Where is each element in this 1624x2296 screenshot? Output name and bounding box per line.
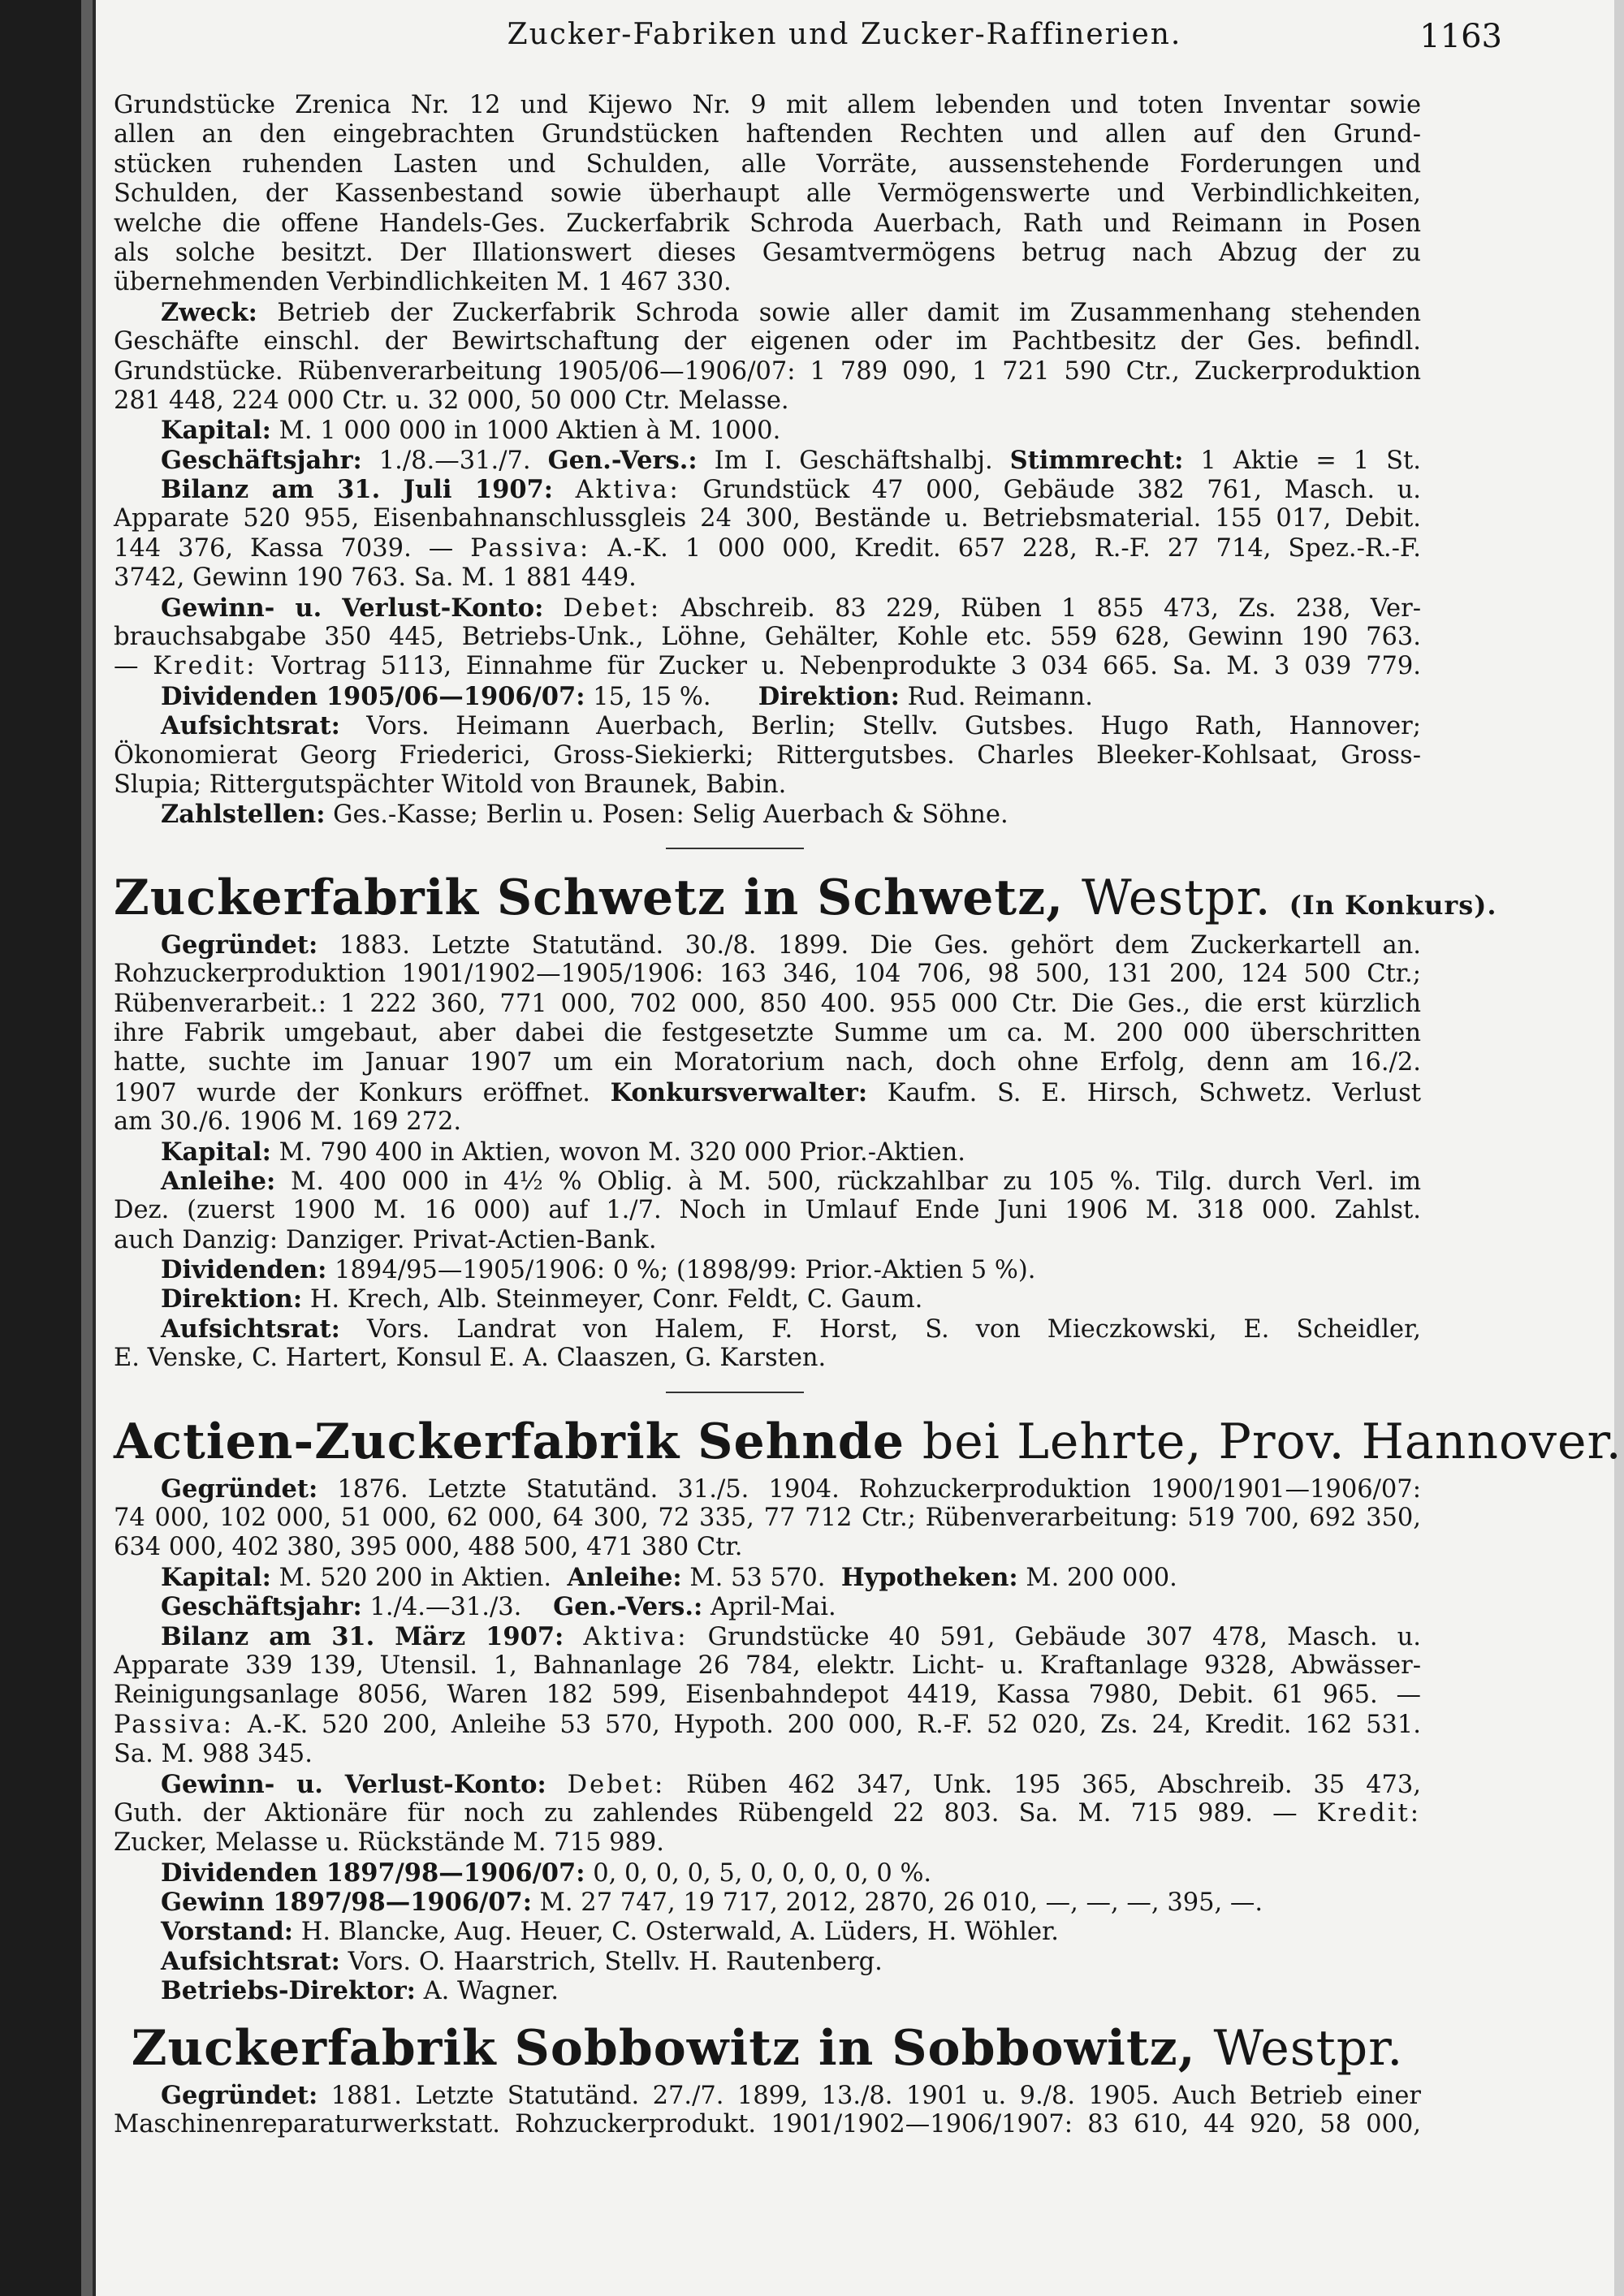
text-line: Rohzuckerproduktion 1901/1902—1905/1906: 163 346, 104 706, 98 500, 131 200, 124 500 Ctr.; <box>114 960 1421 989</box>
page-content <box>114 91 1622 2139</box>
company-title: Zuckerfabrik Sobbowitz in Sobbowitz, Westpr. <box>131 2019 1404 2077</box>
vorstand-line: Vorstand: H. Blancke, Aug. Heuer, C. Osterwald, A. Lüders, H. Wöhler. <box>161 1917 1059 1947</box>
zweck-label: Zweck: <box>161 297 257 327</box>
kapital-line: Kapital: M. 1 000 000 in 1000 Aktien à M. 1000. <box>161 416 781 446</box>
text-line: Dez. (zuerst 1900 M. 16 000) auf 1./7. Noch in Umlauf Ende Juni 1906 M. 318 000. Zahlst. <box>114 1196 1421 1225</box>
kapital-line: Kapital: M. 790 400 in Aktien, wovon M. 320 000 Prior.-Aktien. <box>161 1137 965 1167</box>
entry-schwetz <box>114 865 1497 1374</box>
entry-schroda-continued <box>114 91 1421 830</box>
text-line: Grundstücke Zrenica Nr. 12 und Kijewo Nr. 9 mit allem lebenden und toten Inventar sowie <box>114 91 1421 119</box>
text-line: brauchsabgabe 350 445, Betriebs-Unk., Löhne, Gehälter, Kohle etc. 559 628, Gewinn 190 763. <box>114 623 1421 652</box>
text-line: am 30./6. 1906 M. 169 272. <box>114 1107 462 1137</box>
dividenden-line: Dividenden 1897/98—1906/07: 0, 0, 0, 0, 5, 0, 0, 0, 0, 0 %. <box>161 1858 932 1888</box>
gegruendet-line: Gegründet: 1876. Letzte Statutänd. 31./5. 1904. Rohzuckerproduktion 1900/1901—1906/07: <box>161 1474 1421 1504</box>
text-line: 634 000, 402 380, 395 000, 488 500, 471 380 Ctr. <box>114 1533 743 1562</box>
running-title: Zucker-Fabriken und Zucker-Raffinerien. <box>507 18 1182 51</box>
text-line: als solche besitzt. Der Illationswert dieses Gesamtvermögens betrug nach Abzug der zu <box>114 238 1421 267</box>
text-line: E. Venske, C. Hartert, Konsul E. A. Claaszen, G. Karsten. <box>114 1344 827 1373</box>
text-line: Rübenverarbeit.: 1 222 360, 771 000, 702 000, 850 400. 955 000 Ctr. Die Ges., die erst kürzlich <box>114 989 1421 1018</box>
text-line: 3742, Gewinn 190 763. Sa. M. 1 881 449. <box>114 563 637 593</box>
direktion-line: Direktion: H. Krech, Alb. Steinmeyer, Conr. Feldt, C. Gaum. <box>161 1284 923 1314</box>
text-line: Apparate 339 139, Utensil. 1, Bahnanlage 26 784, elektr. Licht- u. Kraftanlage 9328, Abwässer- <box>114 1651 1421 1680</box>
text-line: — Kredit: Vortrag 5113, Einnahme für Zucker u. Nebenprodukte 3 034 665. Sa. M. 3 039 779. <box>114 652 1421 681</box>
text-line: Zucker, Melasse u. Rückstände M. 715 989. <box>114 1828 664 1858</box>
zahlstellen-line: Zahlstellen: Ges.-Kasse; Berlin u. Posen: Selig Auerbach & Söhne. <box>161 800 1009 830</box>
aufsichtsrat-line: Aufsichtsrat: Vors. O. Haarstrich, Stellv. H. Rautenberg. <box>161 1946 883 1976</box>
entry-separator <box>114 830 1421 865</box>
geschaeftsjahr-line: Geschäftsjahr: 1./8.—31./7. Gen.-Vers.: Im I. Geschäftshalbj. Stimmrecht: 1 Aktie = 1 St. <box>161 445 1421 475</box>
bilanz-line: Bilanz am 31. März 1907: Aktiva: Grundstücke 40 591, Gebäude 307 478, Masch. u. <box>161 1621 1421 1651</box>
gegruendet-line: Gegründet: 1881. Letzte Statutänd. 27./7. 1899, 13./8. 1901 u. 9./8. 1905. Auch Betrieb einer <box>161 2080 1421 2110</box>
text-line: Passiva: A.-K. 520 200, Anleihe 53 570, Hypoth. 200 000, R.-F. 52 020, Zs. 24, Kredit. 162 531. <box>114 1710 1421 1739</box>
aufsichtsrat-line: Aufsichtsrat: Vors. Heimann Auerbach, Berlin; Stellv. Gutsbes. Hugo Rath, Hannover; <box>161 711 1421 741</box>
konkurs-line: 1907 wurde der Konkurs eröffnet. Konkursverwalter: Kaufm. S. E. Hirsch, Schwetz. Verlust <box>114 1077 1421 1107</box>
text-line: Reinigungsanlage 8056, Waren 182 599, Eisenbahndepot 4419, Kassa 7980, Debit. 61 965. — <box>114 1681 1421 1710</box>
guv-line: Gewinn- u. Verlust-Konto: Debet: Rüben 462 347, Unk. 195 365, Abschreib. 35 473, <box>161 1769 1421 1799</box>
company-title: Actien-Zuckerfabrik Sehnde bei Lehrte, Prov. Hannover. <box>114 1413 1622 1470</box>
dividenden-line: Dividenden 1905/06—1906/07: 15, 15 %. Direktion: Rud. Reimann. <box>161 681 1093 711</box>
page-margin-rule <box>93 0 96 2296</box>
page-header <box>114 18 1575 58</box>
kapital-line: Kapital: M. 520 200 in Aktien. Anleihe: M. 53 570. Hypotheken: M. 200 000. <box>161 1562 1177 1592</box>
page-number: 1163 <box>1419 18 1502 55</box>
company-title: Zuckerfabrik Schwetz in Schwetz, Westpr. (In Konkurs). <box>114 869 1497 926</box>
entry-sobbowitz <box>114 2016 1421 2140</box>
text-line: Maschinenreparaturwerkstatt. Rohzuckerprodukt. 1901/1902—1906/1907: 83 610, 44 920, 58 000, <box>114 2110 1421 2139</box>
dividenden-line: Dividenden: 1894/95—1905/1906: 0 %; (1898/99: Prior.-Aktien 5 %). <box>161 1255 1036 1285</box>
text-line: Guth. der Aktionäre für noch zu zahlendes Rübengeld 22 803. Sa. M. 715 989. — Kredit: <box>114 1798 1421 1828</box>
text-line: stücken ruhenden Lasten und Schulden, alle Vorräte, aussenstehende Forderungen und <box>114 149 1421 179</box>
text-line: 144 376, Kassa 7039. — Passiva: A.-K. 1 000 000, Kredit. 657 228, R.-F. 27 714, Spez.-R.-F. <box>114 533 1421 563</box>
text-line: auch Danzig: Danziger. Privat-Actien-Bank. <box>114 1225 657 1254</box>
text-line: Ökonomierat Georg Friederici, Gross-Siekierki; Rittergutsbes. Charles Bleeker-Kohlsaat, Gross- <box>114 740 1421 770</box>
text-line: Grundstücke. Rübenverarbeitung 1905/06—1906/07: 1 789 090, 1 721 590 Ctr., Zuckerproduktion <box>114 356 1421 386</box>
entry-separator <box>114 1374 1421 1409</box>
text-line: Slupia; Rittergutspächter Witold von Braunek, Babin. <box>114 770 787 799</box>
binding-spine <box>0 0 81 2296</box>
geschaeftsjahr-line: Geschäftsjahr: 1./4.—31./3. Gen.-Vers.: April-Mai. <box>161 1592 836 1622</box>
guv-line: Gewinn- u. Verlust-Konto: Debet: Abschreib. 83 229, Rüben 1 855 473, Zs. 238, Ver- <box>161 593 1421 623</box>
page-right-edge <box>1614 0 1624 2296</box>
zweck-line: Zweck: Betrieb der Zuckerfabrik Schroda sowie aller damit im Zusammenhang stehenden <box>161 297 1421 327</box>
entry-sehnde <box>114 1409 1622 2006</box>
gegruendet-line: Gegründet: 1883. Letzte Statutänd. 30./8. 1899. Die Ges. gehört dem Zuckerkartell an. <box>161 930 1421 960</box>
text-line: Schulden, der Kassenbestand sowie überhaupt alle Vermögenswerte und Verbindlichkeiten, <box>114 179 1421 209</box>
text-line: Geschäfte einschl. der Bewirtschaftung der eigenen oder im Pachtbesitz der Ges. befindl. <box>114 327 1421 356</box>
text-line: Apparate 520 955, Eisenbahnanschlussgleis 24 300, Bestände u. Betriebsmaterial. 155 017, Debit. <box>114 504 1421 533</box>
bilanz-line: Bilanz am 31. Juli 1907: Aktiva: Grundstück 47 000, Gebäude 382 761, Masch. u. <box>161 475 1421 505</box>
text-line: ihre Fabrik umgebaut, aber dabei die festgesetzte Summe um ca. M. 200 000 überschritten <box>114 1018 1421 1047</box>
betriebsdirektor-line: Betriebs-Direktor: A. Wagner. <box>161 1976 559 2006</box>
text-line: welche die offene Handels-Ges. Zuckerfabrik Schroda Auerbach, Rath und Reimann in Posen <box>114 209 1421 238</box>
gewinn-line: Gewinn 1897/98—1906/07: M. 27 747, 19 717, 2012, 2870, 26 010, —, —, —, 395, —. <box>161 1888 1263 1918</box>
text-line: 74 000, 102 000, 51 000, 62 000, 64 300, 72 335, 77 712 Ctr.; Rübenverarbeitung: 519 700, 692 350, <box>114 1504 1421 1533</box>
text-line: übernehmenden Verbindlichkeiten M. 1 467 330. <box>114 268 732 297</box>
binding-edge <box>81 0 93 2296</box>
status-badge: (In Konkurs). <box>1289 889 1497 921</box>
anleihe-line: Anleihe: M. 400 000 in 4½ % Oblig. à M. 500, rückzahlbar zu 105 %. Tilg. durch Verl. im <box>161 1166 1421 1196</box>
text-line: 281 448, 224 000 Ctr. u. 32 000, 50 000 Ctr. Melasse. <box>114 386 789 415</box>
text-line: hatte, suchte im Januar 1907 um ein Moratorium nach, doch ohne Erfolg, denn am 16./2. <box>114 1048 1421 1077</box>
text-line: Sa. M. 988 345. <box>114 1740 313 1769</box>
aufsichtsrat-line: Aufsichtsrat: Vors. Landrat von Halem, F. Horst, S. von Mieczkowski, E. Scheidler, <box>161 1314 1421 1344</box>
text-line: allen an den eingebrachten Grundstücken haftenden Rechten und allen auf den Grund- <box>114 120 1421 149</box>
